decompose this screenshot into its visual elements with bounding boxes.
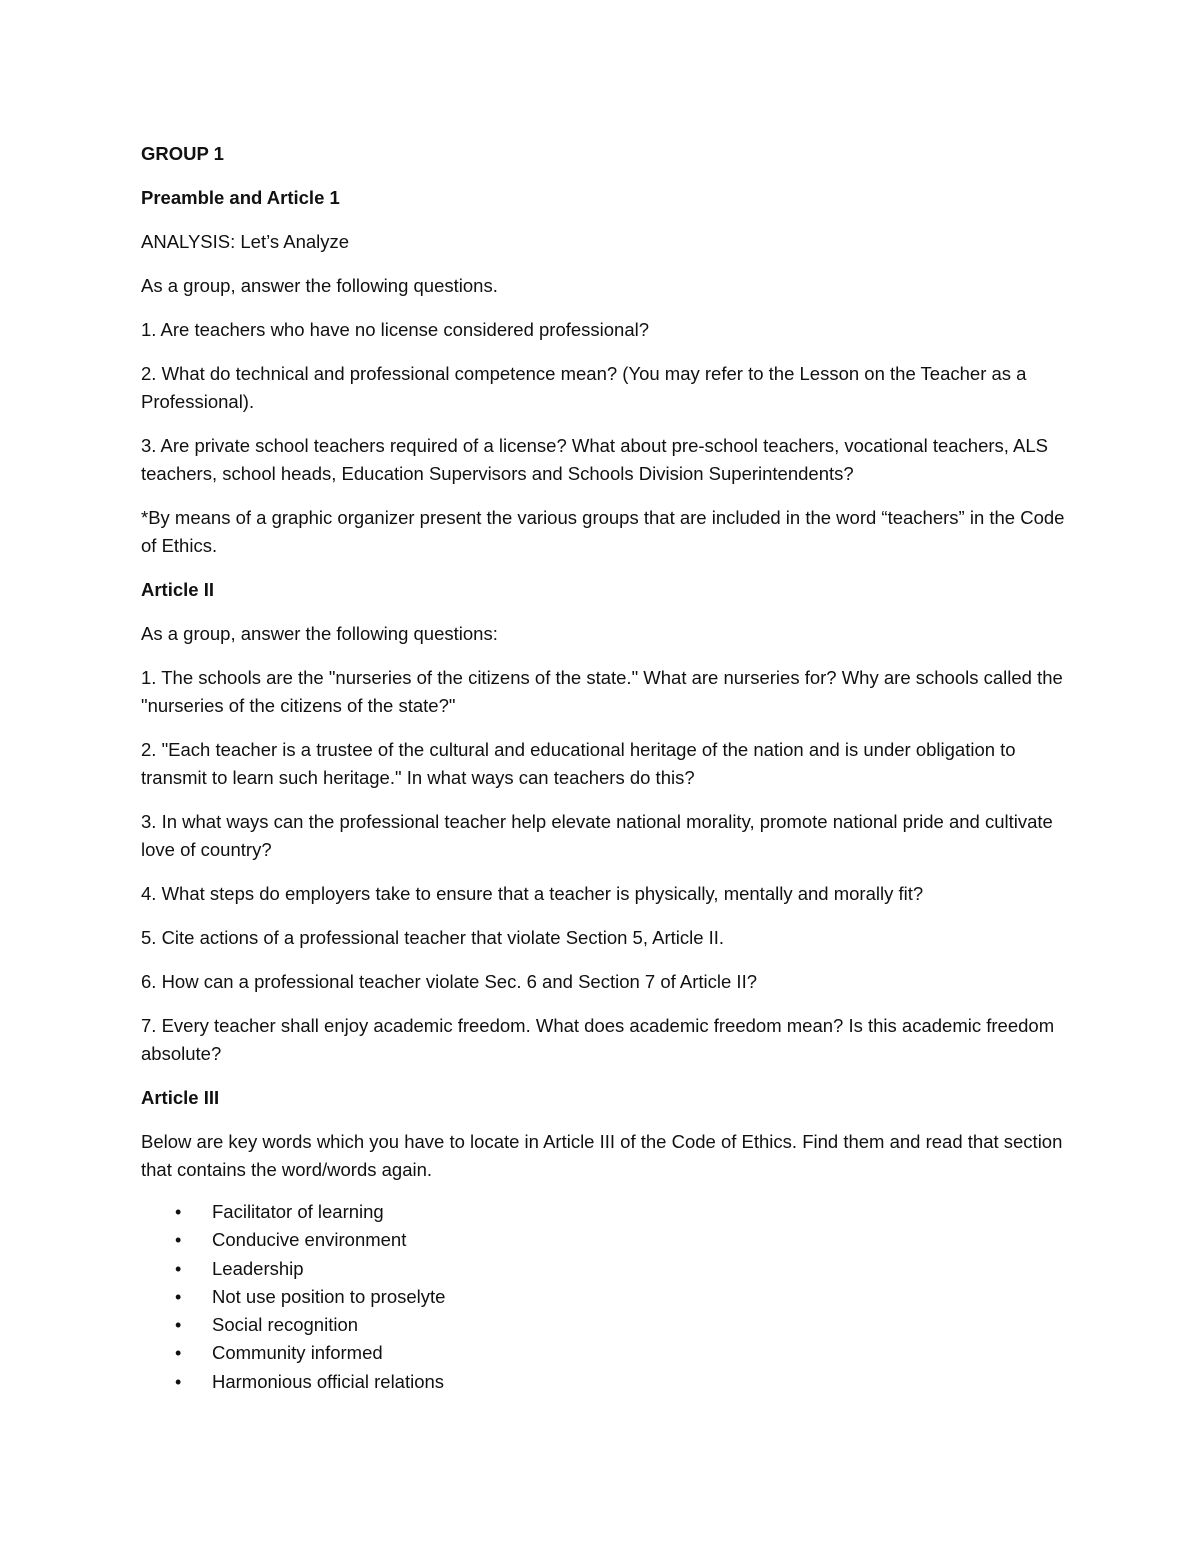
- keyword-text: Community informed: [212, 1342, 383, 1364]
- section1-question-3: 3. Are private school teachers required of a license? What about pre-school teachers, vocational teachers, ALS teachers, school heads, Education Supervisors and Schools Division Superintendents?: [141, 435, 1049, 484]
- list-item: [141, 1226, 1081, 1254]
- section3-intro: Below are key words which you have to locate in Article III of the Code of Ethics. Find them and read that section that contains the word/words again.: [141, 1131, 1063, 1180]
- section1-note: *By means of a graphic organizer present the various groups that are included in the word “teachers” in the Code of Ethics.: [141, 507, 1065, 556]
- bullet-icon: •: [175, 1286, 182, 1307]
- list-item: [141, 1311, 1081, 1339]
- list-item: [141, 1339, 1081, 1367]
- list-item: [141, 1368, 1081, 1396]
- section2-question-7: 7. Every teacher shall enjoy academic freedom. What does academic freedom mean? Is this academic freedom absolute?: [141, 1015, 1055, 1064]
- bullet-icon: •: [175, 1230, 182, 1251]
- section2-question-2: 2. "Each teacher is a trustee of the cultural and educational heritage of the nation and is under obligation to transmit to learn such heritage." In what ways can teachers do this?: [141, 739, 1016, 788]
- section1-question-2: 2. What do technical and professional competence mean? (You may refer to the Lesson on the Teacher as a Professional).: [141, 363, 1027, 412]
- list-item: [141, 1198, 1081, 1226]
- bullet-icon: •: [175, 1258, 182, 1279]
- bullet-icon: •: [175, 1202, 182, 1222]
- keyword-text: Harmonious official relations: [212, 1370, 445, 1392]
- section2-question-3: 3. In what ways can the professional teacher help elevate national morality, promote national pride and cultivate love of country?: [141, 811, 1053, 860]
- section1-intro: As a group, answer the following questions.: [141, 275, 498, 296]
- section-heading-article-2: Article II: [141, 579, 214, 600]
- section2-intro: As a group, answer the following questions:: [141, 623, 498, 644]
- section-heading-article-3: Article III: [141, 1087, 220, 1108]
- bullet-icon: •: [175, 1343, 182, 1364]
- bullet-icon: •: [175, 1315, 182, 1336]
- section-heading-preamble: Preamble and Article 1: [141, 187, 340, 208]
- list-item: [141, 1255, 1081, 1283]
- section2-question-4: 4. What steps do employers take to ensure that a teacher is physically, mentally and morally fit?: [141, 883, 924, 904]
- section2-question-1: 1. The schools are the "nurseries of the citizens of the state." What are nurseries for? Why are schools called the "nurseries of the citizens of the state?": [141, 667, 1063, 716]
- section1-question-1: 1. Are teachers who have no license considered professional?: [141, 319, 650, 340]
- keyword-text: Conducive environment: [212, 1229, 407, 1251]
- list-item: [141, 1283, 1081, 1311]
- section2-question-6: 6. How can a professional teacher violate Sec. 6 and Section 7 of Article II?: [141, 971, 757, 992]
- keyword-text: Facilitator of learning: [212, 1201, 384, 1222]
- bullet-icon: •: [175, 1371, 182, 1392]
- keyword-text: Social recognition: [212, 1314, 359, 1336]
- group-title: GROUP 1: [141, 143, 224, 164]
- section2-question-5: 5. Cite actions of a professional teacher that violate Section 5, Article II.: [141, 927, 725, 948]
- keyword-text: Leadership: [212, 1257, 304, 1279]
- keyword-text: Not use position to proselyte: [212, 1285, 446, 1307]
- analysis-label: ANALYSIS: Let’s Analyze: [141, 231, 350, 252]
- keyword-list: [141, 1198, 1081, 1396]
- document-page: [141, 140, 1081, 1396]
